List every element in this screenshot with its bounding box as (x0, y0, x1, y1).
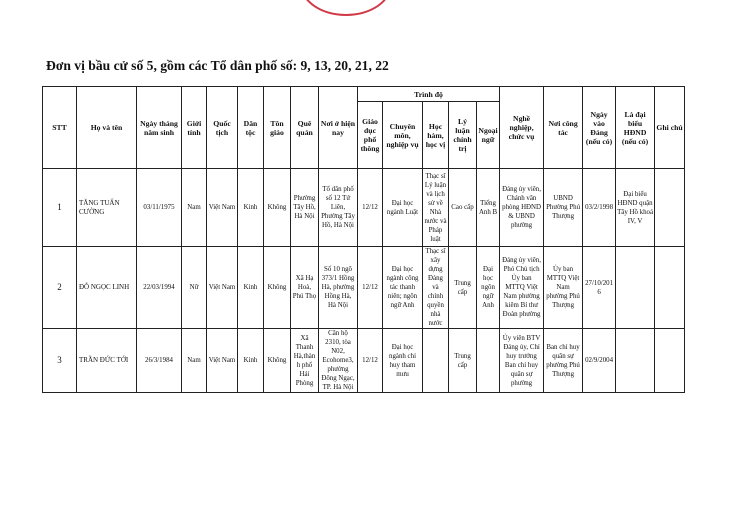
cell-workplace: Ủy ban MTTQ Việt Nam phường Phú Thượng (544, 247, 583, 329)
cell-hometown: Xã Hạ Hoà, Phú Thọ (291, 247, 319, 329)
seal-ring (300, 0, 390, 16)
cell-dob: 26/3/1984 (137, 329, 182, 393)
col-header-name: Họ và tên (77, 87, 137, 169)
col-header-general-edu: Giáo dục phổ thông (358, 102, 383, 169)
table-row (43, 329, 685, 393)
cell-dob: 22/03/1994 (137, 247, 182, 329)
header-row (43, 87, 685, 102)
page-title: Đơn vị bầu cử số 5, gồm các Tổ dân phố số: 9, 13, 20, 21, 22 (46, 58, 389, 73)
cell-occupation: Đảng ủy viên, Chánh văn phòng HĐND & UBND phường (500, 169, 544, 247)
col-header-religion: Tôn giáo (264, 87, 291, 169)
cell-specialty: Đại học ngành Luật (383, 169, 423, 247)
cell-occupation: Đảng ủy viên, Phó Chủ tịch Ủy ban MTTQ Việt Nam phường kiêm Bí thư Đoàn phường (500, 247, 544, 329)
cell-party-date: 02/9/2004 (583, 329, 616, 393)
cell-occupation: Ủy viên BTV Đảng ủy, Chỉ huy trưởng Ban chỉ huy quân sự phường (500, 329, 544, 393)
cell-delegate (616, 329, 655, 393)
cell-nationality: Việt Nam (207, 169, 238, 247)
col-header-sex: Giới tính (182, 87, 207, 169)
col-header-nationality: Quốc tịch (207, 87, 238, 169)
table-row (43, 169, 685, 247)
cell-ethnicity: Kinh (238, 247, 264, 329)
col-header-delegate: Là đại biểu HĐND (nếu có) (616, 87, 655, 169)
cell-stt: 3 (43, 329, 77, 393)
cell-politics: Trung cấp (449, 329, 477, 393)
col-header-degree: Học hàm, học vị (423, 102, 449, 169)
cell-party-date: 27/10/2016 (583, 247, 616, 329)
cell-sex: Nam (182, 329, 207, 393)
cell-nationality: Việt Nam (207, 247, 238, 329)
cell-general-edu: 12/12 (358, 169, 383, 247)
cell-religion: Không (264, 247, 291, 329)
col-header-stt: STT (43, 87, 77, 169)
col-header-note: Ghi chú (655, 87, 685, 169)
cell-degree: Thạc sĩ xây dựng Đảng và chính quyền nhà nước (423, 247, 449, 329)
cell-politics: Cao cấp (449, 169, 477, 247)
col-header-residence: Nơi ở hiện nay (319, 87, 358, 169)
col-header-party-date: Ngày vào Đảng (nếu có) (583, 87, 616, 169)
cell-hometown: Phường Tây Hồ, Hà Nội (291, 169, 319, 247)
cell-nationality: Việt Nam (207, 329, 238, 393)
cell-general-edu: 12/12 (358, 329, 383, 393)
seal-stamp (300, 0, 390, 16)
cell-party-date: 03/2/1998 (583, 169, 616, 247)
cell-degree (423, 329, 449, 393)
cell-language: Tiếng Anh B (477, 169, 500, 247)
cell-name: ĐỖ NGỌC LINH (77, 247, 137, 329)
cell-residence: Tổ dân phố số 12 Tứ Liên, Phường Tây Hồ, Hà Nội (319, 169, 358, 247)
col-header-occupation: Nghề nghiệp, chức vụ (500, 87, 544, 169)
cell-specialty: Đại học ngành công tác thanh niên; ngôn ngữ Anh (383, 247, 423, 329)
cell-ethnicity: Kinh (238, 169, 264, 247)
cell-ethnicity: Kinh (238, 329, 264, 393)
cell-name: TĂNG TUẤN CƯỜNG (77, 169, 137, 247)
col-header-politics: Lý luận chính trị (449, 102, 477, 169)
cell-note (655, 329, 685, 393)
table-row (43, 247, 685, 329)
cell-stt: 1 (43, 169, 77, 247)
cell-stt: 2 (43, 247, 77, 329)
cell-general-edu: 12/12 (358, 247, 383, 329)
cell-name: TRẦN ĐỨC TỚI (77, 329, 137, 393)
cell-delegate: Đại biểu HĐND quận Tây Hồ khoá IV, V (616, 169, 655, 247)
candidate-table (42, 86, 685, 393)
cell-residence: Căn hộ 2310, tòa N02, Ecohome3, phường Đông Ngạc, TP. Hà Nội (319, 329, 358, 393)
cell-dob: 03/11/1975 (137, 169, 182, 247)
cell-specialty: Đại học ngành chỉ huy tham mưu (383, 329, 423, 393)
cell-degree: Thạc sĩ Lý luận và lịch sử về Nhà nước và Pháp luật (423, 169, 449, 247)
cell-religion: Không (264, 329, 291, 393)
cell-language: Đại học ngôn ngữ Anh (477, 247, 500, 329)
cell-note (655, 247, 685, 329)
cell-hometown: Xã Thanh Hà,thành phố Hải Phòng (291, 329, 319, 393)
cell-sex: Nữ (182, 247, 207, 329)
col-header-level-group: Trình độ (358, 87, 500, 102)
cell-workplace: UBND Phường Phú Thượng (544, 169, 583, 247)
col-header-hometown: Quê quán (291, 87, 319, 169)
col-header-workplace: Nơi công tác (544, 87, 583, 169)
col-header-language: Ngoại ngữ (477, 102, 500, 169)
cell-religion: Không (264, 169, 291, 247)
col-header-dob: Ngày tháng năm sinh (137, 87, 182, 169)
cell-residence: Số 10 ngõ 373/1 Hồng Hà, phường Hồng Hà, Hà Nội (319, 247, 358, 329)
col-header-ethnicity: Dân tộc (238, 87, 264, 169)
col-header-specialty: Chuyên môn, nghiệp vụ (383, 102, 423, 169)
cell-sex: Nam (182, 169, 207, 247)
cell-delegate (616, 247, 655, 329)
cell-workplace: Ban chỉ huy quân sự phường Phú Thượng (544, 329, 583, 393)
cell-politics: Trung cấp (449, 247, 477, 329)
cell-language (477, 329, 500, 393)
cell-note (655, 169, 685, 247)
